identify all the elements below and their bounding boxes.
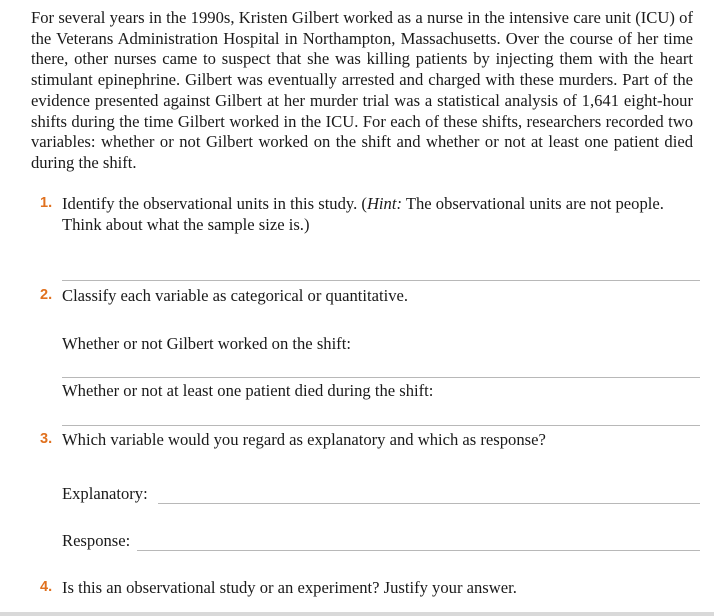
question-text: Which variable would you regard as explanatory and which as response? <box>62 430 546 449</box>
page-bottom-edge <box>0 612 714 616</box>
response-label: Response: <box>62 531 131 550</box>
response-answer-line[interactable] <box>137 550 700 551</box>
hint-label: Hint: <box>366 194 402 213</box>
answer-line-gilbert-worked[interactable] <box>62 377 700 378</box>
answer-line-1[interactable] <box>62 280 700 281</box>
question-number: 1. <box>40 195 53 211</box>
explanatory-answer-line[interactable] <box>158 503 700 504</box>
question-text: Classify each variable as categorical or quantitative. <box>62 286 409 305</box>
question-number: 4. <box>40 579 53 595</box>
question-text: Is this an observational study or an experiment? Justify your answer. <box>62 578 517 597</box>
answer-line-patient-died[interactable] <box>62 425 700 426</box>
question-number: 2. <box>40 287 53 303</box>
intro-paragraph: For several years in the 1990s, Kristen Gilbert worked as a nurse in the intensive care unit (ICU) of the Veterans Administration Hospital in Northampton, Massachusetts. Over the course of her time there, other nurses came to suspect that she was killing patients by injecting them with the heart stimulant epinephrine. Gilbert was eventually arrested and charged with these murders. Part of the evidence presented against Gilbert at her murder trial was a statistical analysis of 1,641 eight-hour shifts during the time Gilbert worked in the ICU. For each of these shifts, researchers recorded two variables: whether or not Gilbert worked on the shift and whether or not at least one patient died during the shift. <box>31 8 693 172</box>
question-text: Identify the observational units in this study. (Hint: The observational units are not people. Think about what the sample size is.) <box>62 194 664 234</box>
variable-patient-died-label: Whether or not at least one patient died during the shift: <box>62 381 434 400</box>
variable-gilbert-worked-label: Whether or not Gilbert worked on the shift: <box>62 334 351 353</box>
question-number: 3. <box>40 431 53 447</box>
explanatory-label: Explanatory: <box>62 484 148 503</box>
